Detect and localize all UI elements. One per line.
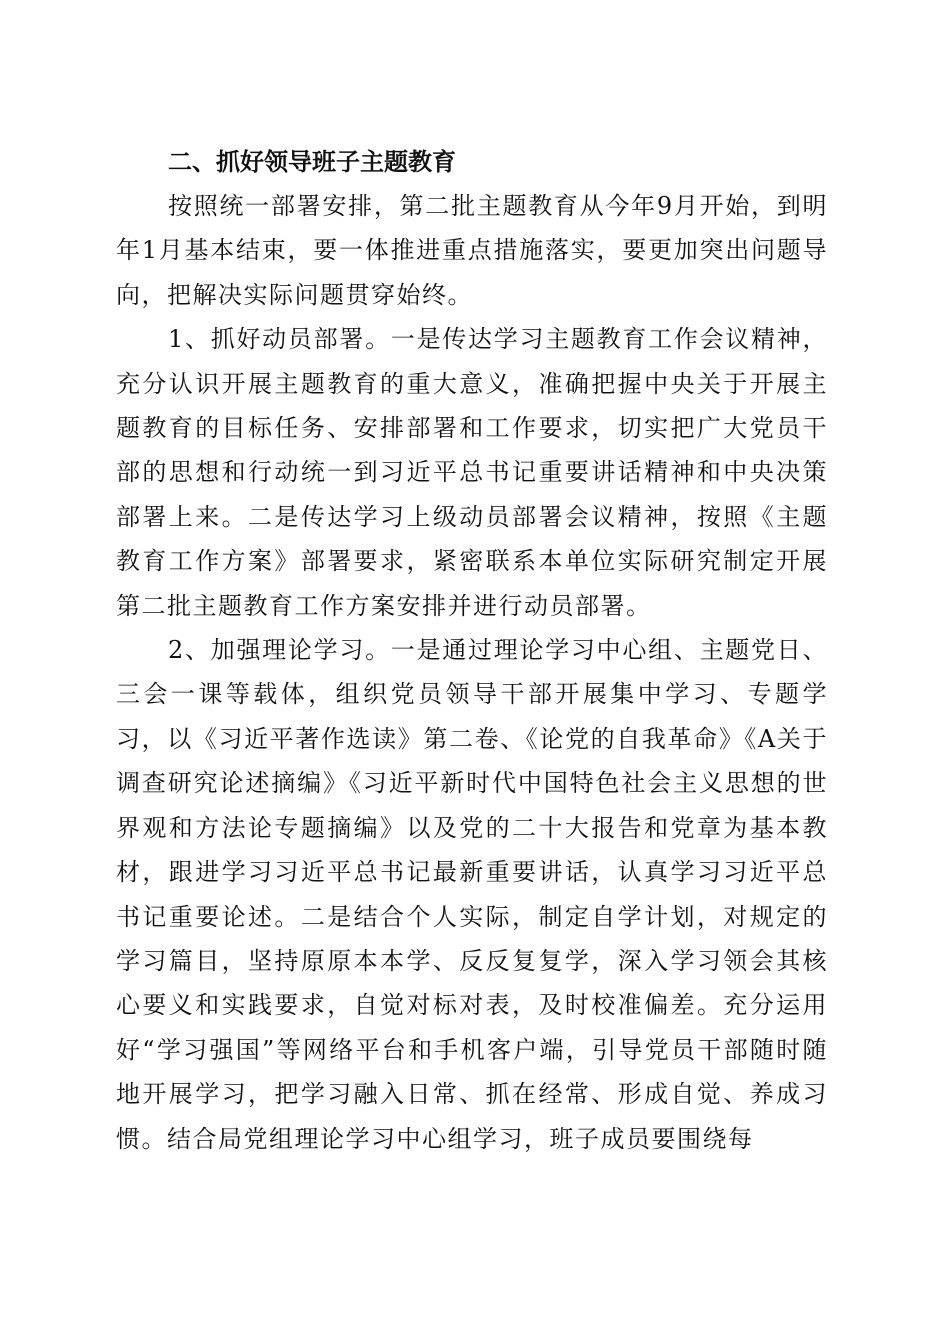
- paragraph-intro: 按照统一部署安排，第二批主题教育从今年9月开始，到明年1月基本结束，要一体推进重点措施落实，要更加突出问题导向，把解决实际问题贯穿始终。: [116, 192, 828, 309]
- paragraph-mobilization: 1、抓好动员部署。一是传达学习主题教育工作会议精神，充分认识开展主题教育的重大意义，准确把握中央关于开展主题教育的目标任务、安排部署和工作要求，切实把广大党员干部的思想和行动统一到习近平总书记重要讲话精神和中央决策部署上来。二是传达学习上级动员部署会议精神，按照《主题教育工作方案》部署要求，紧密联系本单位实际研究制定开展第二批主题教育工作方案安排并进行动员部署。: [116, 325, 828, 620]
- paragraph-theory-study: 2、加强理论学习。一是通过理论学习中心组、主题党日、三会一课等载体，组织党员领导干部开展集中学习、专题学习，以《习近平著作选读》第二卷、《论党的自我革命》《A关于调查研究论述摘编》《习近平新时代中国特色社会主义思想的世界观和方法论专题摘编》以及党的二十大报告和党章为基本教材，跟进学习习近平总书记最新重要讲话，认真学习习近平总书记重要论述。二是结合个人实际，制定自学计划，对规定的学习篇目，坚持原原本本学、反反复复学，深入学习领会其核心要义和实践要求，自觉对标对表，及时校准偏差。充分运用好“学习强国”等网络平台和手机客户端，引导党员干部随时随地开展学习，把学习融入日常、抓在经常、形成自觉、养成习惯。结合局党组理论学习中心组学习，班子成员要围绕每: [116, 636, 828, 1153]
- section-heading: 二、抓好领导班子主题教育: [168, 148, 456, 176]
- document-body: [116, 140, 828, 1161]
